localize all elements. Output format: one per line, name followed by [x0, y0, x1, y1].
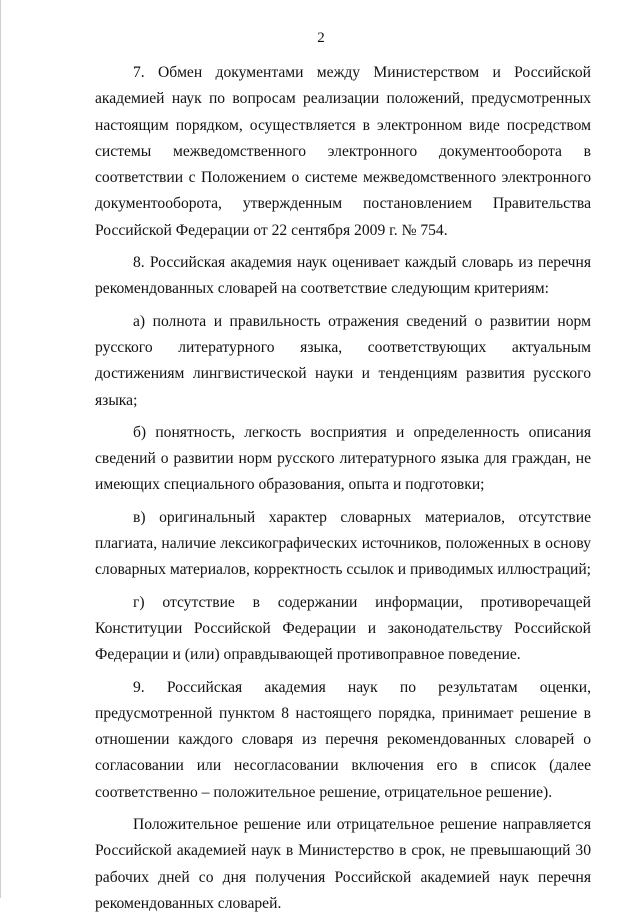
paragraph-7-document-exchange: 7. Обмен документами между Министерством и Российской академией наук по вопросам реализации положений, предусмотренных настоящим порядком, осуществляется в электронном виде посредством системы межведомственного электронного документооборота в соответствии с Положением о системе межведомственного электронного документооборота, утвержденным постановлением Правительства Российской Федерации от 22 сентября 2009 г. № 754.: [95, 64, 591, 239]
criterion-d: г) отсутствие в содержании информации, противоречащей Конституции Российской Федерации и законодательству Российской Федерации и (или) оправдывающей противоправное поведение.: [95, 593, 591, 664]
page-number: 2: [317, 30, 325, 46]
paragraph-decision-submission: Положительное решение или отрицательное решение направляется Российской академией наук в Министерство в срок, не превышающий 30 рабочих дней со дня получения Российской академией наук перечня рекомендованных словарей.: [95, 816, 591, 912]
criterion-b: б) понятность, легкость восприятия и определенность описания сведений о развитии норм русского литературного языка для граждан, не имеющих специального образования, опыта и подготовки;: [95, 423, 591, 494]
document-body: [95, 60, 591, 923]
criterion-a: а) полнота и правильность отражения сведений о развитии норм русского литературного языка, соответствующих актуальным достижениям лингвистической науки и тенденциям развития русского языка;: [95, 312, 591, 409]
criterion-c: в) оригинальный характер словарных материалов, отсутствие плагиата, наличие лексикографических источников, положенных в основу словарных материалов, корректность ссылок и приводимых иллюстраций;: [95, 508, 591, 579]
paragraph-8-evaluation-criteria: 8. Российская академия наук оценивает каждый словарь из перечня рекомендованных словарей на соответствие следующим критериям:: [95, 254, 591, 298]
paragraph-9-decision: 9. Российская академия наук по результатам оценки, предусмотренной пунктом 8 настоящего порядка, принимает решение в отношении каждого словаря из перечня рекомендованных словарей о согласовании или несогласовании включения его в список (далее соответственно – положительное решение, отрицательное решение).: [95, 678, 591, 801]
